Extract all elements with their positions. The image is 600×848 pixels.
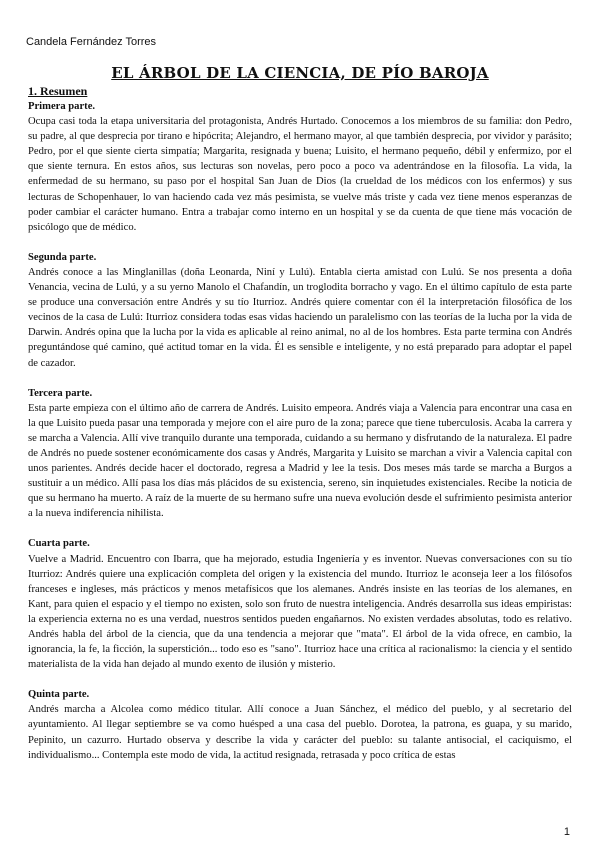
- part-heading-4: Cuarta parte.: [28, 538, 90, 550]
- page-number: 1: [563, 826, 570, 838]
- section-heading-resumen: 1. Resumen: [28, 84, 88, 98]
- part-heading-3: Tercera parte.: [28, 387, 93, 399]
- part-text-3: Esta parte empieza con el último año de carrera de Andrés. Luisito empeora. Andrés viaja a Valencia para encontrar una casa en la que Luisito pueda pasar una temporada y mejore con el aire puro de la zona; parece que tiene tuberculosis. Acaba la carrera y se marcha a Valencia. Allí vive tranquilo durante una temporada, cuidando a su hermano y disfrutando de la naturaleza. El padre de Andrés no puede sostener económicamente dos casas y Andrés, Margarita y Luisito se marchan a vivir a Valencia capital con unos parientes. Andrés decide hacer el doctorado, regresa a Madrid y lee la tesis. Dos meses más tarde se marcha a Burgos a sustituir a un médico. Allí pasa los días más plácidos de su existencia, sereno, sin inquietudes existenciales. Recibe la noticia de que su hermano ha muerto. A raíz de la muerte de su hermano sufre una nueva evolución desde el sufrimiento pesimista anterior a la nueva indiferencia nihilista.: [28, 402, 572, 520]
- document-title: EL ÁRBOL DE LA CIENCIA, DE PÍO BAROJA: [111, 64, 489, 82]
- document-author: Candela Fernández Torres: [26, 36, 157, 48]
- part-text-2: Andrés conoce a las Minglanillas (doña Leonarda, Niní y Lulú). Entabla cierta amistad con Lulú. Se nos presenta a doña Venancia, vecina de Lulú, y a su yerno Manolo el Chafandín, un troglodita borracho y vago. En el último capítulo de esta parte se produce una conversación entre Andrés y su tío Iturrioz. Andrés quiere comentar con él la interpretación filosófica de los vecinos de la casa de Lulú: Iturrioz considera todas esas vidas haciendo un paralelismo con las teorías de la lucha por la vida de Darwin. Andrés opina que la lucha por la vida es aplicable al reino animal, no al de los hombres. Esta parte termina con Andrés preguntándose qué camino, qué actitud tomar en la vida. Él es sensible e inteligente, y no está preparado para adoptar el papel de cazador.: [28, 266, 572, 369]
- part-text-5: Andrés marcha a Alcolea como médico titular. Allí conoce a Juan Sánchez, el médico del pueblo, y al secretario del ayuntamiento. Al llegar septiembre se va como huésped a una casa del pueblo. Dorotea, la patrona, es guapa, y su marido, Pepinito, un cazurro. Hurtado observa y describe la vida y carácter del pueblo: su talante antisocial, el caciquismo, el individualismo... Contempla este modo de vida, la actitud resignada, retrasada y poco crítica de estas: [28, 704, 572, 761]
- part-heading-5: Quinta parte.: [28, 689, 90, 701]
- part-text-4: Vuelve a Madrid. Encuentro con Ibarra, que ha mejorado, estudia Ingeniería y es inventor. Nuevas conversaciones con su tío Iturrioz: Andrés quiere una explicación completa del origen y la existencia del mundo. Iturrioz le aconseja leer a los filósofos franceses e ingleses, más prácticos y menos metafísicos que los alemanes. Andrés insiste en las teorías de los alemanes, en Kant, para quien el espacio y el tiempo no existen, solo son fruto de nuestra inteligencia. Andrés desarrolla sus ideas empiristas: la experiencia externa no es una verdad, nuestros sentidos pueden engañarnos. No existen verdades absolutas, todo es relativo. Andrés habla del árbol de la ciencia, que da una tendencia a mejorar que "mata". El árbol de la vida ofrece, en cambio, la ignorancia, la fe, la ficción, la superstición... todo eso es "sano". Iturrioz hace una crítica al racionalismo: la ciencia y el sentido materialista de la vida han dejado al mundo exento de ilusión y misterio.: [28, 553, 572, 671]
- part-heading-2: Segunda parte.: [28, 251, 97, 263]
- part-text-1: Ocupa casi toda la etapa universitaria del protagonista, Andrés Hurtado. Conocemos a los miembros de su familia: don Pedro, su padre, al que desprecia por tirano e hipócrita; Alejandro, el hermano mayor, al que también desprecia, por vividor y parásito; Pedro, por el que siente cierta simpatía; Margarita, resignada y buena; Luisito, el hermano pequeño, débil y enfermizo, por el que siente ternura. En estos años, sus lecturas son novelas, pero poco a poco va adentrándose en la filosofía. La vida, la enfermedad de su hermano, su paso por el hospital San Juan de Dios (la crueldad de los médicos con los enfermos) y sus lecturas de Schopenhauer, lo van haciendo cada vez más pesimista, se vuelve más triste y cada vez tiene menos esperanzas de poder cambiar el carácter humano. Entra a trabajar como interno en un hospital y se da cuenta de que tiene más vocación de psicólogo que de médico.: [28, 116, 572, 233]
- document-body: [28, 84, 572, 763]
- part-heading-1: Primera parte.: [28, 101, 96, 112]
